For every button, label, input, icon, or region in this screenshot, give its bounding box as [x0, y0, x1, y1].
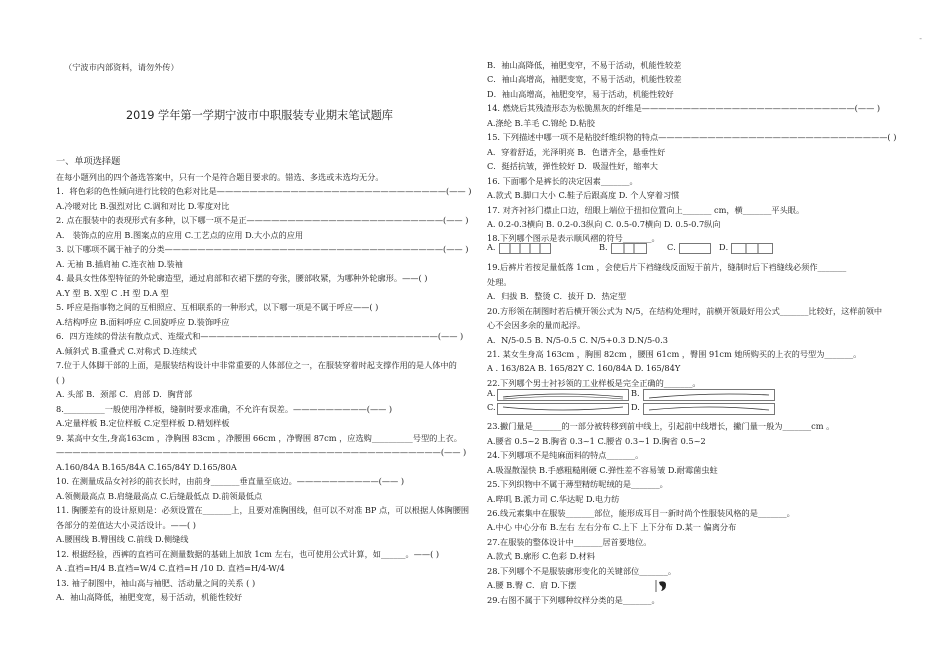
right-line: A.吸湿散湿快 B.手感粗糙刚硬 C.弹性差不容易皱 D.耐霉菌虫蛀: [487, 464, 718, 475]
left-line: 各部分的差值达大小灵活设计。——( ): [56, 519, 196, 530]
right-line: 20.方形领在制图时若后横开领公式为 N/5，在结构处理时，前横开领最好用公式_______比较好，这样前领中: [487, 305, 883, 316]
right-line: 19.后裤片若按足量低落 1cm ，会使后片下裆缝线反面短于前片，缝制时后下裆缝线必须作_______: [487, 262, 847, 273]
right-line: A.款式 B.脚口大小 C.鞋子后跟高度 D. 个人穿着习惯: [487, 190, 680, 201]
right-line: A.中心 中心分布 B.左右 左右分布 C.上下 上下分布 D.某一 偏离分布: [487, 522, 737, 533]
corner-mark: -: [919, 34, 922, 43]
q18-option-c: C．: [667, 242, 682, 252]
q22-collar-c: [497, 403, 629, 415]
left-line: 11. 胸腰差有的设计原则是：必须设置在_______上，且要对准胸围线，但可以不对准 BP 点，可以根据人体胸腰围: [56, 505, 470, 515]
q18-figure-row: [487, 242, 907, 254]
right-line: A.腰 B.臀 C．肩 D.下摆: [487, 580, 577, 591]
left-line: 7.位于人体脚干部的上面，是服装结构设计中非常重要的人体部位之一，在服装穿着时起支撑作用的是人体中的: [56, 360, 457, 370]
q22-option-d: D.: [631, 402, 640, 412]
right-line: 14. 燃烧后其残渣形态为松脆黑灰的纤维是——————————————————————————(—— ): [487, 103, 881, 114]
left-line: 6．四方连续的骨法有散点式、连缀式和—————————————————————————————(—— ): [56, 331, 464, 341]
left-line: ( ): [56, 374, 65, 385]
q18-option-a: A．: [487, 242, 502, 252]
section-heading: 一、单项选择题: [56, 156, 121, 167]
q22-collar-b: [643, 389, 775, 401]
header-note: （宁波市内部资料，请勿外传）: [64, 62, 179, 72]
left-line: A.腰围线 B.臀围线 C.前线 D.侧缝线: [56, 534, 189, 544]
q22-option-c: C.: [487, 402, 496, 412]
left-line: A.定量样板 B.定位样板 C.定型样板 D.精划样板: [56, 418, 230, 428]
right-line: A. 0.2-0.3横向 B. 0.2-0.3纵向 C. 0.5-0.7横向 D. 0.5-0.7纵向: [487, 218, 721, 229]
q18-symbol-d: [731, 243, 773, 254]
left-line: A.冷暖对比 B.强烈对比 C.调和对比 D.零度对比: [56, 200, 230, 211]
right-line: 23.撇门量是_______的一部分被转移到前中线上，引起前中线增长，撇门量一般为_______cm 。: [487, 421, 835, 432]
right-line: A．N/5-0.5 B. N/5-0.5 C. N/5+0.3 D.N/5-0.3: [487, 334, 668, 345]
right-line: A．穿着舒适，光泽明亮 B．色谱齐全，悬垂性好: [487, 146, 666, 157]
q18-symbol-b: [611, 243, 647, 254]
right-line: 24.下列哪项不是纯麻面料的特点_______。: [487, 450, 644, 461]
right-line: 22.下列哪个男士衬衫领的工业样板是完全正确的_______。: [487, 377, 701, 388]
q18-symbol-c: [679, 243, 711, 254]
left-line: A.领侧最高点 B.肩缝最高点 C.后缝最低点 D.前领最低点: [56, 490, 263, 501]
left-line: 8.__________一般使用净样板，缝制时要求准确，不允许有误差。—————————(—— ): [56, 403, 393, 414]
right-line: 21. 某女生身高 163cm ，胸围 82cm ，腰围 61cm ，臀围 91cm 她所购买的上衣的号型为_______。: [487, 349, 862, 359]
left-line: 3. 以下哪项不属于袖子的分类——————————————————————————————————(—— ): [56, 244, 469, 254]
left-line: 10. 在测量成品女衬衫的前衣长时，由前身_______垂直量至底边。——————————(—— ): [56, 476, 405, 486]
left-line: A.倾斜式 B.重叠式 C.对称式 D.连续式: [56, 345, 197, 356]
right-line: A.款式 B.廓形 C.色彩 D.材料: [487, 551, 595, 562]
right-line: 17. 对齐衬衫门襟止口边，纽眼上端位于扭扣位置向上_______ cm，横_______平头眼。: [487, 204, 805, 215]
right-line: A.哔叽 B.派力司 C.华达呢 D.电力纺: [487, 493, 620, 504]
left-line: A.Y 型 B. X型 C .H 型 D.A 型: [56, 287, 169, 298]
left-line: 4. 最具女性体型特征的外轮廓造型，通过肩部和衣裙下摆的夸张，腰部收紧，为哪种外轮廓形。——( ): [56, 273, 428, 283]
left-line: 2. 点在服装中的表现形式有多种，以下哪一项不是正————————————————————————(—— ): [56, 215, 469, 225]
q22-figure-grid: [487, 388, 907, 416]
right-line: 心不会因多余的量而起浮。: [487, 320, 586, 331]
q22-collar-d: [643, 403, 775, 415]
q29-pattern-icon: [655, 580, 669, 596]
instruction: 在每小题列出的四个备选答案中，只有一个是符合题目要求的。错选、多选或未选均无分。: [56, 172, 384, 182]
right-line: 25.下列织物中不属于薄型精纺呢绒的是_______。: [487, 479, 668, 490]
right-line: 29.右图不属于下列哪种纹样分类的是_______。: [487, 594, 660, 605]
left-line: A .直裆=H/4 B.直裆=W/4 C.直裆=H /10 D. 直裆=H/4-W/4: [56, 563, 285, 573]
left-line: A． 装饰点的应用 B.图案点的应用 C.工艺点的应用 D.大小点的应用: [56, 229, 304, 240]
right-line: 27.在服装的整体设计中_______居首要地位。: [487, 536, 652, 547]
right-line: A . 163/82A B. 165/82Y C. 160/84A D. 165/84Y: [487, 363, 681, 374]
page-title: 2019 学年第一学期宁波市中职服装专业期末笔试题库: [126, 109, 393, 122]
q18-option-b: B．: [599, 242, 614, 252]
right-line: 16. 下面哪个是裤长的决定因素_______。: [487, 175, 638, 186]
left-line: 12. 根据经验，西裤的直裆可在测量数据的基础上加放 1cm 左右，也可使用公式计算，如______。——( ): [56, 548, 440, 559]
right-line: 15. 下列描述中哪一项不是粘胶纤维织物的特点————————————————————————————( ): [487, 132, 897, 143]
right-line: 处理。: [487, 276, 512, 287]
q18-symbol-a: [499, 243, 551, 254]
right-line: A.腰省 0.5~2 B.胸省 0.3~1 C.腰省 0.3~1 D.胸省 0.5~2: [487, 435, 706, 446]
right-line: 18.下列哪个图示是表示顺风褶的符号_______。: [487, 233, 660, 244]
right-line: C．挺括抗皱，弹性较好 D．吸湿性好，缩率大: [487, 161, 658, 172]
right-line: 26.线元素集中在服装_______部位，能形成耳目一新时尚个性服装风格的是_______。: [487, 507, 795, 518]
left-line: 9. 某高中女生,身高163cm ，净胸围 83cm ，净腰围 66cm ，净臀围 87cm ，应选购__________号型的上衣。: [56, 432, 462, 443]
q22-collar-a: [497, 389, 629, 401]
right-line: C．袖山高增高，袖肥变宽，不易于活动，机能性较差: [487, 74, 682, 85]
right-line: A.涤纶 B.羊毛 C.锦纶 D.粘胶: [487, 117, 595, 128]
right-line: 28.下列哪个不是服装廓形变化的关键部位_______。: [487, 565, 677, 576]
left-line: A.160/84A B.165/84A C.165/84Y D.165/80A: [56, 461, 237, 472]
q18-option-d: D．: [719, 242, 734, 252]
right-line: A．归拔 B．整烫 C．拔开 D．热定型: [487, 291, 627, 302]
left-line: A.结构呼应 B.面料呼应 C.回旋呼应 D.装饰呼应: [56, 316, 230, 327]
q22-option-a: A.: [487, 388, 496, 398]
left-line: 5. 呼应是指事物之间的互相照应、互相联系的一种形式，以下哪一项是不属于呼应——( ): [56, 302, 379, 312]
left-line: 13. 袖子制图中，袖山高与袖肥、活动量之间的关系 ( ): [56, 577, 256, 588]
left-line: A．袖山高降低，袖肥变宽，易于活动，机能性较好: [56, 592, 243, 602]
q22-option-b: B.: [631, 388, 640, 398]
left-line: ———————————————————————————————————————————————(—— ): [56, 447, 467, 457]
left-line: 1．将色彩的色性倾向进行比较的色彩对比是————————————————————————————(—— ): [56, 186, 472, 196]
left-line: A. 头部 B．颈部 C．肩部 D．胸背部: [56, 389, 193, 399]
left-line: A. 无袖 B.插肩袖 C.连衣袖 D.装袖: [56, 258, 183, 269]
right-line: B．袖山高降低，袖肥变窄，不易于活动，机能性较差: [487, 60, 682, 70]
right-line: D．袖山高增高，袖肥变窄，易于活动，机能性较好: [487, 88, 674, 99]
